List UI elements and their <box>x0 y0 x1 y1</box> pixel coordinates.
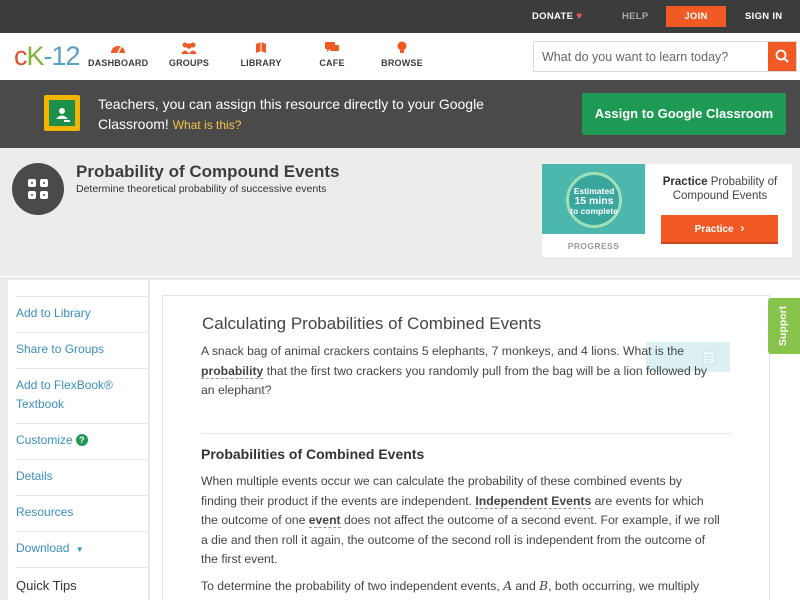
banner-text: Teachers, you can assign this resource directly to your Google Classroom! <box>98 96 484 132</box>
p2-text-a: To determine the probability of two independent events, <box>201 579 500 593</box>
sidebar-item-add-to-flexbook[interactable] <box>16 376 147 414</box>
concept-title: Probability of Compound Events <box>76 162 340 181</box>
what-is-this-link[interactable]: What is this? <box>172 118 242 132</box>
sidebar-item-share-to-groups[interactable]: Share to Groups <box>16 342 105 356</box>
classroom-board <box>49 100 75 126</box>
concept-subtitle: Determine theoretical probability of successive events <box>76 183 327 195</box>
banner-message <box>98 94 538 135</box>
sidebar-divider <box>16 423 147 424</box>
help-icon[interactable]: ? <box>76 434 88 446</box>
estimated-time-badge <box>566 172 622 228</box>
sidebar-item-customize[interactable] <box>16 431 147 450</box>
heart-icon: ♥ <box>576 11 583 22</box>
variable-a: A <box>503 579 512 593</box>
logo-c: c <box>14 41 27 71</box>
support-tab[interactable] <box>768 298 800 354</box>
p1-line-3a: the outcome of one <box>201 513 306 527</box>
practice-title-rest: Probability of Compound Events <box>672 176 778 202</box>
p1-line-2b: are events for which <box>594 493 704 508</box>
nav-library-label: LIBRARY <box>240 58 282 68</box>
intro-line-1: A snack bag of animal crackers contains 5 elephants, 7 monkeys, and 4 lions. What is the <box>201 344 685 358</box>
nav-groups-label: GROUPS <box>168 58 210 68</box>
cafe-icon <box>324 41 340 54</box>
p1-line-1: When multiple events occur we can calculate the probability of these combined events by <box>201 474 682 488</box>
nav-cafe-label: CAFE <box>319 58 345 68</box>
second-paragraph <box>201 577 735 597</box>
search-box <box>533 41 797 72</box>
intro-line-3: an elephant? <box>201 383 272 397</box>
probability-term[interactable]: probability <box>201 363 264 378</box>
nav-cafe[interactable] <box>315 41 349 68</box>
intro-line-2-text: that the first two crackers you randomly pull from the bag will be a lion followed by <box>266 363 707 378</box>
nav-browse[interactable] <box>380 41 424 68</box>
practice-button-label: Practice <box>694 224 734 235</box>
quick-tips-heading: Quick Tips <box>16 578 77 593</box>
intro-paragraph <box>201 342 735 401</box>
assign-google-classroom-button[interactable]: Assign to Google Classroom <box>582 93 786 135</box>
p1-line-4: a die and then roll it again, the outcome of the second roll is independent from the outcome of <box>201 532 706 547</box>
concept-icon <box>12 163 64 215</box>
customize-label: Customize <box>16 433 73 447</box>
help-link[interactable]: HELP <box>622 11 649 22</box>
sidebar-divider <box>16 332 147 333</box>
p1-line-2 <box>201 492 735 512</box>
p1-line-2a: finding their product if the events are independent. <box>201 493 473 508</box>
article-heading: Calculating Probabilities of Combined Events <box>202 314 542 333</box>
sidebar <box>8 280 149 600</box>
p1-line-5: the first event. <box>201 552 278 566</box>
practice-image <box>542 164 645 234</box>
p1-line-3 <box>201 511 735 531</box>
sign-in-link[interactable]: SIGN IN <box>745 11 783 22</box>
google-classroom-banner <box>0 80 800 148</box>
practice-title <box>648 175 792 203</box>
join-button[interactable]: JOIN <box>666 6 726 27</box>
sidebar-item-add-to-library[interactable]: Add to Library <box>16 306 91 320</box>
chevron-right-icon: › <box>740 221 745 235</box>
progress-label: PROGRESS <box>567 241 620 251</box>
sidebar-divider <box>16 531 147 532</box>
logo-k: K <box>26 41 44 71</box>
variable-b: B <box>539 579 549 593</box>
dashboard-icon <box>110 41 126 54</box>
ck12-logo[interactable] <box>14 41 80 71</box>
sidebar-item-resources[interactable]: Resources <box>16 505 74 519</box>
to-complete-label: to complete <box>570 206 618 216</box>
content-divider <box>201 433 731 434</box>
intro-line-2 <box>201 362 735 382</box>
practice-card <box>542 164 792 257</box>
sidebar-divider <box>16 296 147 297</box>
donate-link[interactable] <box>532 0 582 33</box>
estimated-label: Estimated <box>573 186 615 196</box>
nav-browse-label: BROWSE <box>381 58 423 68</box>
sidebar-divider <box>16 495 147 496</box>
independent-events-term[interactable]: Independent Events <box>475 493 592 508</box>
p2-and: and <box>515 579 536 593</box>
browse-icon <box>396 41 408 54</box>
search-button[interactable] <box>768 42 796 71</box>
nav-groups[interactable] <box>166 41 212 68</box>
logo-dash: - <box>43 41 52 71</box>
section-heading: Probabilities of Combined Events <box>201 446 425 462</box>
sidebar-item-download[interactable] <box>16 539 147 559</box>
donate-label: DONATE <box>532 11 574 22</box>
textbook-label: Textbook <box>16 397 65 411</box>
caret-down-icon: ▼ <box>75 545 84 554</box>
p1-line-3b: does not affect the outcome of a second event. For example, if we roll <box>343 513 720 527</box>
sidebar-divider <box>16 567 147 568</box>
top-bar <box>0 0 800 33</box>
sidebar-divider <box>16 459 147 460</box>
google-classroom-icon <box>44 95 80 131</box>
practice-title-bold: Practice <box>662 176 708 188</box>
search-icon <box>768 42 796 71</box>
search-input[interactable] <box>534 42 770 71</box>
add-to-flexbook-label: Add to FlexBook® <box>16 378 113 392</box>
nav-dashboard[interactable] <box>88 41 148 68</box>
nav-dashboard-label: DASHBOARD <box>88 58 149 68</box>
practice-button[interactable] <box>661 215 778 244</box>
main-nav <box>0 33 800 80</box>
support-label: Support <box>777 305 789 346</box>
event-term[interactable]: event <box>308 513 341 527</box>
section-divider <box>0 276 800 277</box>
groups-icon <box>180 41 198 54</box>
logo-number: 12 <box>51 41 80 71</box>
download-label: Download <box>16 541 70 555</box>
nav-library[interactable] <box>238 41 284 68</box>
sidebar-divider <box>16 368 147 369</box>
combined-events-paragraph <box>201 472 735 570</box>
p2-text-b: , both occurring, we multiply <box>548 579 700 593</box>
estimated-minutes: 15 mins <box>574 195 614 207</box>
library-icon <box>254 41 268 54</box>
sidebar-item-details[interactable]: Details <box>16 469 53 483</box>
